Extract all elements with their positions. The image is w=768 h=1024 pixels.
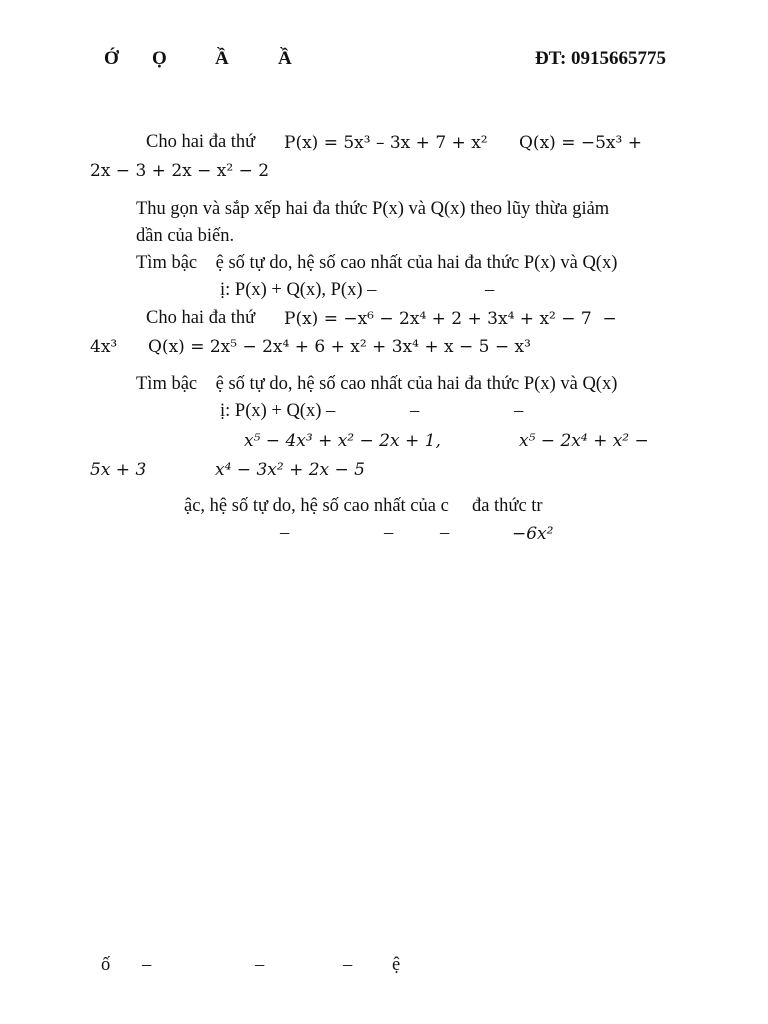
- ex1-task-b: Tìm bậc ệ số tự do, hệ số cao nhất của hai đa thức P(x) và Q(x): [136, 253, 618, 273]
- ex1-p-expression: P(x) = 5x³ – 3x + 7 + x²: [284, 133, 488, 153]
- ex1-task-c: ị: P(x) + Q(x), P(x) –: [220, 280, 377, 300]
- ex1-task-a-line2: dần của biến.: [136, 226, 235, 246]
- ex3-polynomial-3: x⁴ − 3x² + 2x − 5: [215, 460, 365, 480]
- ex2-p-expression-cont: 4x³: [90, 337, 118, 357]
- ex1-q-expression: Q(x) = −5x³ +: [519, 133, 642, 153]
- ex3-polynomial-2: x⁵ − 2x⁴ + x² −: [519, 431, 649, 451]
- ex1-q-expression-cont: 2x − 3 + 2x − x² − 2: [90, 161, 270, 181]
- footer-glyph-1: ố: [101, 955, 111, 975]
- footer-glyph-2: ệ: [392, 955, 401, 975]
- ex2-task-c: ị: P(x) + Q(x) –: [220, 401, 336, 421]
- ex3-task: ậc, hệ số tự do, hệ số cao nhất của c đa thức tr: [184, 496, 543, 516]
- ex1-task-a-line1: Thu gọn và sắp xếp hai đa thức P(x) và Q(x) theo lũy thừa giảm: [136, 199, 610, 219]
- ex3-polynomial-2-cont: 5x + 3: [90, 460, 147, 480]
- ex2-p-expression: P(x) = −x⁶ − 2x⁴ + 2 + 3x⁴ + x² − 7 −: [284, 309, 617, 329]
- ex3-monomial: −6x²: [512, 524, 554, 544]
- header-phone: ĐT: 0915665775: [535, 48, 667, 69]
- header-glyph-1: Ớ: [104, 48, 119, 69]
- header-glyph-2: Ọ: [152, 48, 167, 69]
- ex3-dash-1: –: [280, 523, 290, 543]
- ex2-task-c-dash2: –: [514, 401, 524, 421]
- ex3-dash-2: –: [384, 523, 394, 543]
- ex2-task-b: Tìm bậc ệ số tự do, hệ số cao nhất của hai đa thức P(x) và Q(x): [136, 374, 618, 394]
- ex2-q-expression: Q(x) = 2x⁵ − 2x⁴ + 6 + x² + 3x⁴ + x − 5 − x³: [148, 337, 531, 357]
- ex2-intro: Cho hai đa thứ: [146, 308, 256, 328]
- header-glyph-4: Ầ: [278, 48, 292, 69]
- header-glyph-3: Ầ: [215, 48, 229, 69]
- footer-dash-1: –: [142, 955, 152, 975]
- ex3-polynomial-1: x⁵ − 4x³ + x² − 2x + 1,: [244, 431, 441, 451]
- ex1-intro: Cho hai đa thứ: [146, 132, 256, 152]
- ex1-task-c-dash: –: [485, 280, 495, 300]
- ex2-task-c-dash1: –: [410, 401, 420, 421]
- footer-dash-3: –: [343, 955, 353, 975]
- footer-dash-2: –: [255, 955, 265, 975]
- ex3-dash-3: –: [440, 523, 450, 543]
